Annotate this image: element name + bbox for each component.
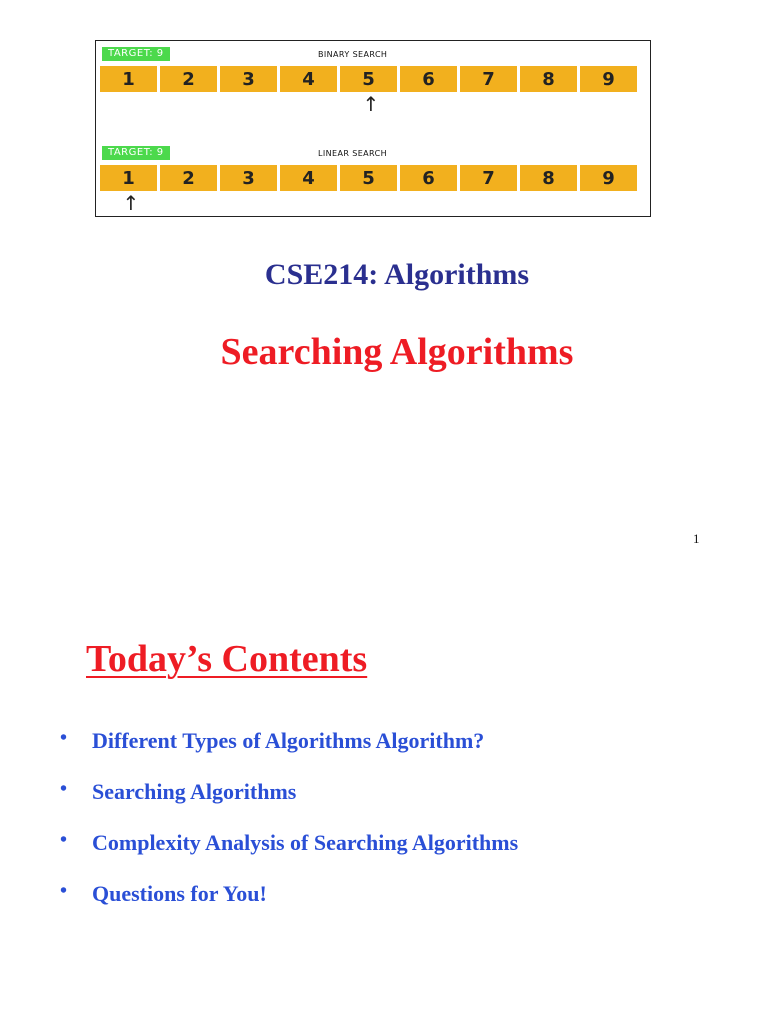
binary-target-badge: TARGET: 9 <box>102 47 170 61</box>
linear-cell: 3 <box>220 165 277 191</box>
bullet-icon: • <box>60 727 68 749</box>
contents-heading: Today’s Contents <box>86 638 368 680</box>
binary-cell: 3 <box>220 66 277 92</box>
lecture-title: Searching Algorithms <box>220 331 574 373</box>
linear-pointer-arrow-icon: ↑ <box>122 191 140 215</box>
bullet-item <box>60 728 740 779</box>
binary-cell: 2 <box>160 66 217 92</box>
bullet-text: Complexity Analysis of Searching Algorithms <box>92 830 519 855</box>
page-number: 1 <box>693 531 700 546</box>
binary-cell: 9 <box>580 66 637 92</box>
linear-cell: 7 <box>460 165 517 191</box>
binary-cell: 5 <box>340 66 397 92</box>
linear-cell: 2 <box>160 165 217 191</box>
bullet-item <box>60 779 740 830</box>
binary-cell-row <box>100 66 637 92</box>
bullet-item <box>60 830 740 881</box>
linear-cell: 1 <box>100 165 157 191</box>
bullet-icon: • <box>60 778 68 800</box>
binary-cell: 4 <box>280 66 337 92</box>
binary-pointer-arrow-icon: ↑ <box>362 92 380 116</box>
bullet-item <box>60 881 740 932</box>
linear-cell: 4 <box>280 165 337 191</box>
linear-search-title: LINEAR SEARCH <box>318 149 387 158</box>
course-title: CSE214: Algorithms <box>264 258 530 291</box>
binary-cell: 1 <box>100 66 157 92</box>
linear-cell: 9 <box>580 165 637 191</box>
linear-cell: 8 <box>520 165 577 191</box>
bullet-text: Questions for You! <box>92 881 267 906</box>
bullet-icon: • <box>60 829 68 851</box>
binary-cell: 6 <box>400 66 457 92</box>
linear-cell: 5 <box>340 165 397 191</box>
bullet-text: Different Types of Algorithms Algorithm? <box>92 728 485 753</box>
bullet-text: Searching Algorithms <box>92 779 297 804</box>
binary-cell: 7 <box>460 66 517 92</box>
search-animation-figure <box>95 40 651 217</box>
linear-cell-row <box>100 165 637 191</box>
bullet-icon: • <box>60 880 68 902</box>
linear-cell: 6 <box>400 165 457 191</box>
binary-cell: 8 <box>520 66 577 92</box>
binary-search-title: BINARY SEARCH <box>318 50 388 59</box>
contents-bullet-list <box>60 728 740 932</box>
linear-target-badge: TARGET: 9 <box>102 146 170 160</box>
